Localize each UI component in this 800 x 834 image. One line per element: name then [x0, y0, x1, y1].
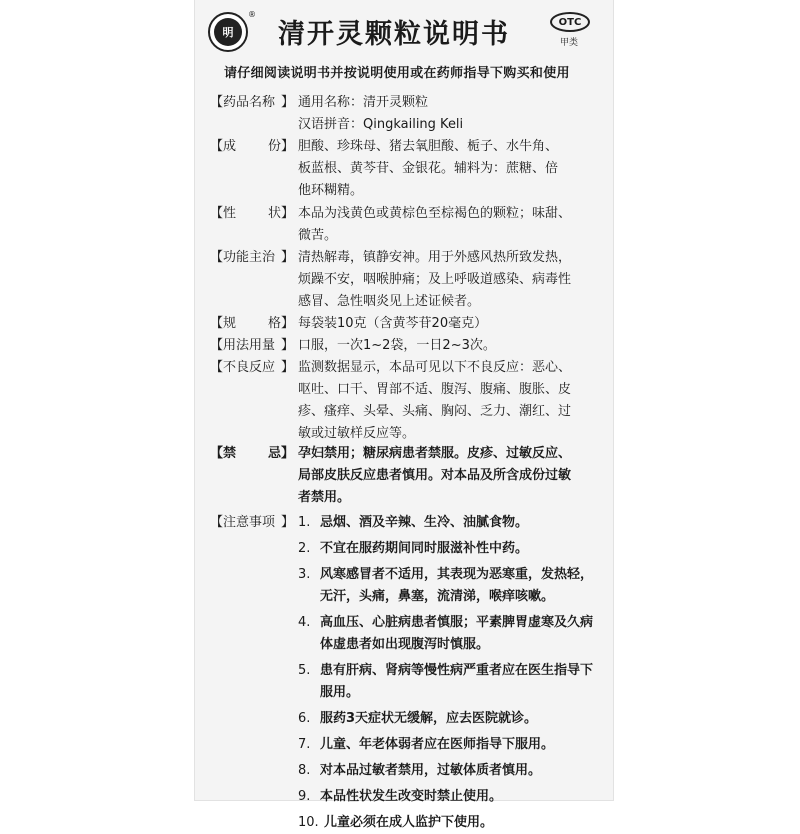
precaution-item: 6. 服药3天症状无缓解，应去医院就诊。: [298, 711, 538, 726]
precaution-item: 1. 忌烟、酒及辛辣、生冷、油腻食物。: [298, 515, 529, 530]
adverse-line: 呕吐、口干、胃部不适、腹泻、腹痛、腹胀、皮: [298, 382, 572, 397]
precaution-item: 7. 儿童、年老体弱者应在医师指导下服用。: [298, 737, 555, 752]
leaflet-header: [208, 8, 604, 56]
section-specification: [210, 313, 610, 335]
otc-badge: OTC: [550, 12, 590, 32]
section-label: 【功能主治 】: [210, 250, 294, 265]
page-title: 清开灵颗粒说明书: [278, 19, 510, 50]
brand-logo-text: 明: [214, 18, 242, 46]
section-label: 【规 格】: [210, 316, 294, 331]
section-label: 【用法用量 】: [210, 338, 294, 353]
precaution-item: 3. 风寒感冒者不适用，其表现为恶寒重，发热轻，无汗，头痛，鼻塞，流清涕，喉痒咳嗽。: [298, 567, 594, 604]
section-label: 【性 状】: [210, 206, 294, 221]
section-ingredients: [210, 136, 610, 202]
precaution-item: 8. 对本品过敏者禁用，过敏体质者慎用。: [298, 763, 542, 778]
section-label: 【不良反应 】: [210, 360, 294, 375]
precaution-item: 5. 患有肝病、肾病等慢性病严重者应在医生指导下服用。: [298, 663, 594, 700]
generic-name: 通用名称：清开灵颗粒: [298, 95, 429, 110]
ingredients-line: 胆酸、珍珠母、猪去氧胆酸、栀子、水牛角、: [298, 139, 559, 154]
properties-line: 本品为浅黄色或黄棕色至棕褐色的颗粒；味甜、: [298, 206, 572, 221]
section-properties: [210, 203, 610, 247]
adverse-line: 监测数据显示，本品可见以下不良反应：恶心、: [298, 360, 572, 375]
pinyin-name: 汉语拼音：Qingkailing Keli: [298, 117, 464, 132]
properties-line: 微苦。: [298, 228, 338, 243]
section-label: 【成 份】: [210, 139, 294, 154]
brand-logo-icon: [208, 12, 248, 52]
usage-notice: 请仔细阅读说明书并按说明使用或在药师指导下购买和使用: [224, 66, 570, 81]
otc-category: 甲类: [559, 38, 578, 48]
section-dosage: [210, 335, 610, 357]
ingredients-line: 他环糊精。: [298, 183, 364, 198]
contraindications-line: 孕妇禁用；糖尿病患者禁服。皮疹、过敏反应、: [298, 446, 572, 461]
indications-line: 清热解毒，镇静安神。用于外感风热所致发热，: [298, 250, 572, 265]
precaution-item: 4. 高血压、心脏病患者慎服；平素脾胃虚寒及久病体虚患者如出现腹泻时慎服。: [298, 615, 594, 652]
section-adverse-reactions: [210, 357, 610, 445]
precaution-item: 10. 儿童必须在成人监护下使用。: [298, 815, 494, 830]
registered-mark: ®: [248, 10, 256, 19]
adverse-line: 疹、瘙痒、头晕、头痛、胸闷、乏力、潮红、过: [298, 404, 572, 419]
precaution-item: 2. 不宜在服药期间同时服滋补性中药。: [298, 541, 529, 556]
dosage-text: 口服，一次1~2袋，一日2~3次。: [298, 338, 496, 353]
section-label: 【禁 忌】: [210, 446, 294, 461]
section-label: 【药品名称 】: [210, 95, 294, 110]
indications-line: 感冒、急性咽炎见上述证候者。: [298, 294, 481, 309]
indications-line: 烦躁不安，咽喉肿痛；及上呼吸道感染、病毒性: [298, 272, 572, 287]
section-precautions: [210, 512, 610, 834]
adverse-line: 敏或过敏样反应等。: [298, 426, 416, 441]
section-drug-name: [210, 92, 610, 136]
contraindications-line: 者禁用。: [298, 490, 351, 505]
specification-text: 每袋装10克（含黄芩苷20毫克）: [298, 316, 488, 331]
section-contraindications: [210, 443, 610, 509]
section-label: 【注意事项 】: [210, 515, 294, 530]
contraindications-line: 局部皮肤反应患者慎用。对本品及所含成份过敏: [298, 468, 572, 483]
ingredients-line: 板蓝根、黄芩苷、金银花。辅料为：蔗糖、倍: [298, 161, 559, 176]
section-indications: [210, 247, 610, 313]
precaution-item: 9. 本品性状发生改变时禁止使用。: [298, 789, 503, 804]
